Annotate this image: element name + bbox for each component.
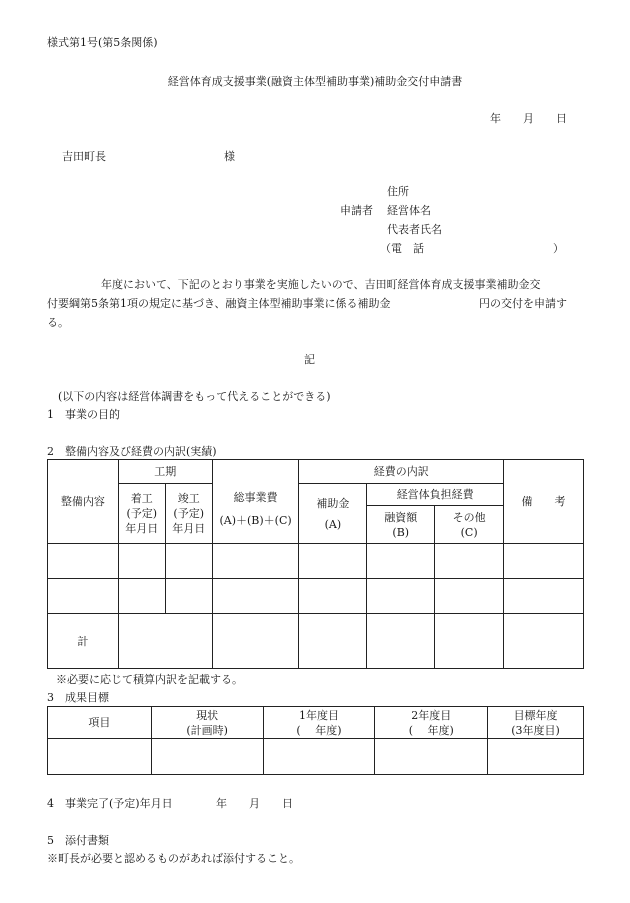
cell-subsidy[interactable] [299,614,367,669]
ki-heading: 記 [304,353,315,366]
cell-start[interactable] [118,544,165,579]
header-target-l2: (3年度目) [511,723,560,737]
cell-remarks[interactable] [504,544,584,579]
header-year1-l1: 1年度目 [298,708,339,722]
header-start-l3: 年月日 [125,522,159,535]
section-5-heading: 5 添付書類 [47,834,109,847]
cell-content[interactable] [48,579,119,614]
header-target-l1: 目標年度 [513,708,558,722]
header-current [151,707,263,739]
document-title: 経営体育成支援事業(融資主体型補助事業)補助金交付申請書 [167,75,463,88]
cell-loan[interactable] [367,614,435,669]
section-4-heading: 4 事業完了(予定)年月日 [47,797,173,810]
table-row [48,739,584,775]
table-row [48,544,584,579]
header-year1 [263,707,375,739]
addressee-honorific: 様 [224,150,235,163]
header-target [488,707,584,739]
header-end-l3: 年月日 [172,522,206,535]
header-current-l2: (計画時) [186,723,228,737]
header-subsidy-label: 補助金 [316,496,350,510]
header-start-l1: 着工 [130,492,153,505]
header-total [212,460,299,544]
cell-year2[interactable] [375,739,488,775]
cell-target[interactable] [488,739,584,775]
application-date: 年 月 日 [490,112,567,125]
header-other-label: その他 [452,510,486,524]
cell-end[interactable] [165,579,212,614]
cell-period-total[interactable] [118,614,212,669]
target-table [47,706,584,775]
cell-other[interactable] [435,544,504,579]
header-breakdown: 経費の内訳 [299,460,504,484]
header-content: 整備内容 [48,460,119,544]
cell-other[interactable] [435,614,504,669]
total-row-label: 計 [48,614,119,669]
header-current-l1: 現状 [196,708,219,722]
section-2-heading: 2 整備内容及び経費の内訳(実績) [47,445,217,458]
header-year2-l1: 2年度目 [411,708,452,722]
table-total-row [48,614,584,669]
header-loan [367,506,435,544]
header-self-burden: 経営体負担経費 [367,484,504,506]
cell-total[interactable] [212,614,299,669]
body-line-3: る。 [47,316,69,329]
header-subsidy-mark: (A) [324,517,342,531]
header-subsidy [299,484,367,544]
header-period: 工期 [118,460,212,484]
header-start [118,484,165,544]
cell-end[interactable] [165,544,212,579]
header-end-l2: (予定) [173,507,204,520]
cell-remarks[interactable] [504,579,584,614]
applicant-representative-label: 代表者氏名 [387,223,442,236]
header-year2 [375,707,488,739]
table-row [48,579,584,614]
header-end-l1: 竣工 [177,492,200,505]
cell-other[interactable] [435,579,504,614]
cell-year1[interactable] [263,739,375,775]
header-other-mark: (C) [460,525,478,539]
body-line-1: 年度において、下記のとおり事業を実施したいので、吉田町経営体育成支援事業補助金交 [101,278,541,291]
cell-start[interactable] [118,579,165,614]
cell-subsidy[interactable] [299,579,367,614]
header-loan-label: 融資額 [384,510,418,524]
header-total-label: 総事業費 [233,490,278,504]
expense-table [47,459,584,669]
header-remarks: 備 考 [504,460,584,544]
header-loan-mark: (B) [392,525,410,539]
body-line-2b: 円の交付を申請す [479,297,567,310]
substitute-note: (以下の内容は経営体調書をもって代えることができる) [58,390,331,403]
applicant-entity-label: 経営体名 [387,204,431,217]
attachment-note: ※町長が必要と認めるものがあれば添付すること。 [47,852,300,865]
applicant-label: 申請者 [340,204,373,217]
applicant-phone-open: （電 話 [380,242,424,255]
table-note: ※必要に応じて積算内訳を記載する。 [56,673,243,686]
header-other [435,506,504,544]
applicant-phone-close: ） [553,242,564,255]
section-3-heading: 3 成果目標 [47,691,109,704]
cell-loan[interactable] [367,544,435,579]
header-end [165,484,212,544]
cell-total[interactable] [212,579,299,614]
cell-content[interactable] [48,544,119,579]
header-start-l2: (予定) [126,507,158,520]
header-total-formula: (A)＋(B)＋(C) [219,513,292,527]
completion-date: 年 月 日 [216,797,293,810]
header-year1-l2: ( 年度) [296,723,342,737]
cell-remarks[interactable] [504,614,584,669]
cell-loan[interactable] [367,579,435,614]
applicant-address-label: 住所 [387,185,409,198]
addressee-name: 吉田町長 [62,150,106,163]
header-year2-l2: ( 年度) [408,723,454,737]
form-number: 様式第1号(第5条関係) [47,36,158,49]
cell-total[interactable] [212,544,299,579]
header-item: 項目 [48,707,152,739]
section-1-heading: 1 事業の目的 [47,408,120,421]
cell-item[interactable] [48,739,152,775]
cell-subsidy[interactable] [299,544,367,579]
cell-current[interactable] [151,739,263,775]
body-line-2a: 付要綱第5条第1項の規定に基づき、融資主体型補助事業に係る補助金 [47,297,391,310]
